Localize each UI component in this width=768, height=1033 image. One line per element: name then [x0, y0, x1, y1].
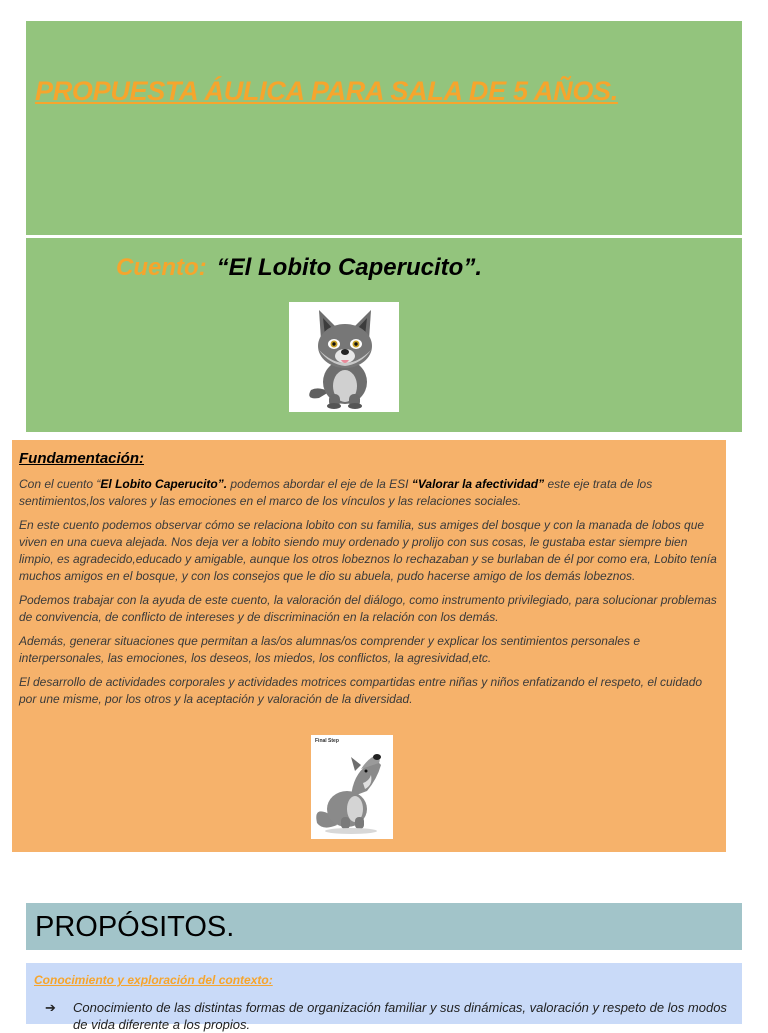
propositos-panel: [26, 903, 742, 950]
p1-story-name: El Lobito Caperucito”.: [100, 477, 228, 491]
knowledge-heading: Conocimiento y exploración del contexto:: [34, 973, 273, 987]
p1-part-a: Con el cuento “: [19, 477, 101, 491]
wolf-howling-caption: Final Step: [315, 738, 339, 744]
paragraph-4: Además, generar situaciones que permitan a las/os alumnas/os comprender y explicar los sentimientos personales e interpersonales, las emociones, los deseos, los miedos, los conflictos, la agresividad,etc.: [19, 634, 640, 665]
knowledge-panel: [26, 963, 742, 1032]
p1-part-e: este eje trata de los sentimientos,los valores y las emociones en el marco de los vínculos y las relaciones sociales.: [19, 477, 653, 508]
wolf-sitting-icon: [289, 302, 399, 412]
page-title: PROPUESTA ÁULICA PARA SALA DE 5 AÑOS.: [35, 76, 618, 106]
story-line: [116, 254, 482, 282]
paragraph-2: En este cuento podemos observar cómo se relaciona lobito con su familia, sus amiges del bosque y con la manada de lobos que viven en una cueva alejada. Nos deja ver a lobito siendo muy ordenado y prolijo con sus cosas, le gustaba estar siempre bien limpio, es agradecido,educado y amigable, aunque los otros lobeznos lo rechazaban y se burlaban de él por como era, Lobito tenía muchos amigos en el bosque, y con los consejos que le dio su abuela, pudo hacerse amigo de los demás lobeznos.: [19, 518, 717, 583]
fundamentacion-heading: Fundamentación:: [19, 450, 145, 467]
story-title: “El Lobito Caperucito”.: [216, 254, 482, 281]
title-panel: [26, 21, 742, 235]
paragraph-3: Podemos trabajar con la ayuda de este cuento, la valoración del diálogo, como instrumento privilegiado, para solucionar problemas de convivencia, de conflicto de intereses y de discriminación en la relación con los demás.: [19, 593, 717, 624]
list-item-text: Conocimiento de las distintas formas de organización familiar y sus dinámicas, valoración y respeto de los modos de vida diferente a los propios.: [73, 1000, 727, 1032]
p1-part-c: podemos abordar el eje de la ESI: [227, 477, 412, 491]
story-label: Cuento:: [116, 254, 207, 281]
list-item: [45, 999, 728, 1033]
story-panel: [26, 238, 742, 432]
paragraph-1: [19, 476, 719, 510]
wolf-howling-icon: [311, 735, 393, 839]
propositos-heading: PROPÓSITOS.: [35, 911, 235, 943]
paragraph-5: El desarrollo de actividades corporales y actividades motrices compartidas entre niñas y niños enfatizando el respeto, el cuidado por une misme, por los otros y la aceptación y valoración de la diversidad.: [19, 675, 703, 706]
arrow-right-icon: ➔: [45, 1000, 56, 1015]
fundamentacion-panel: [12, 440, 726, 852]
p1-axis-name: “Valorar la afectividad”: [411, 477, 545, 491]
